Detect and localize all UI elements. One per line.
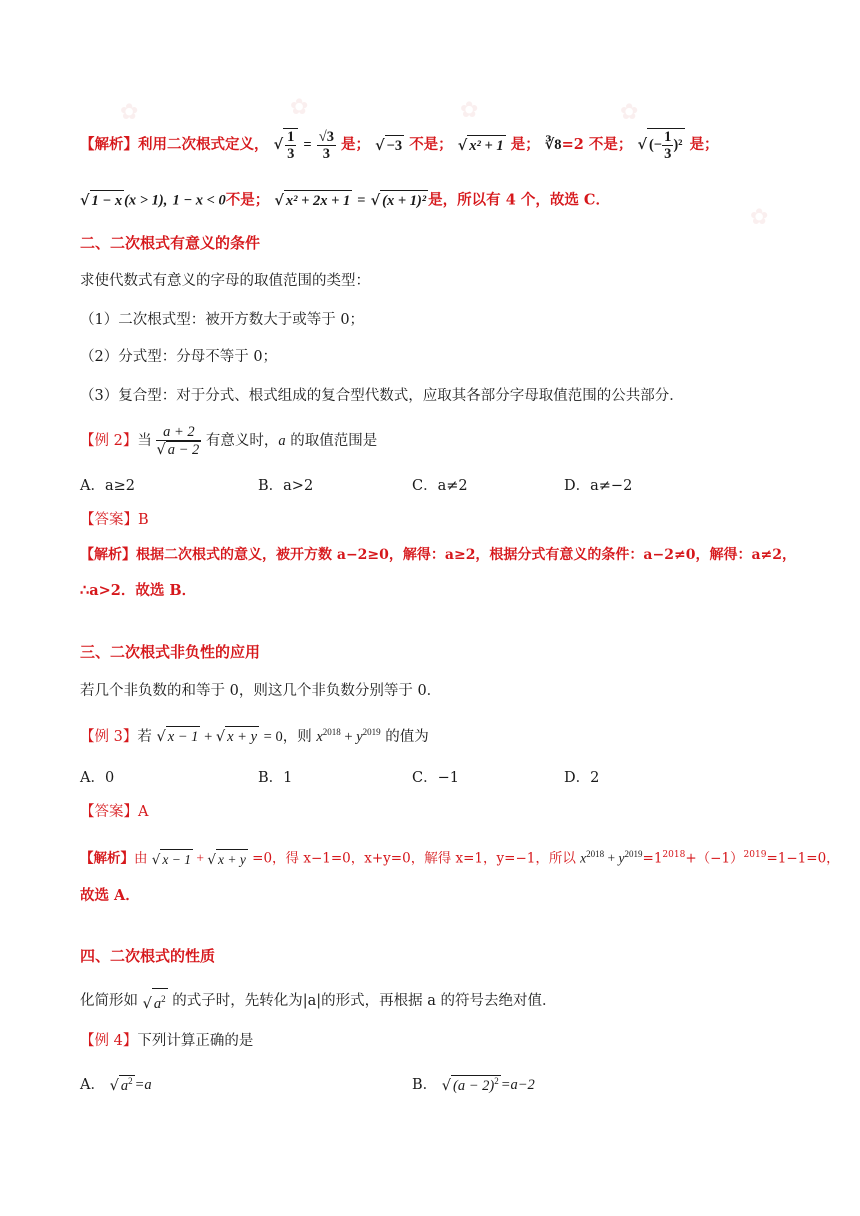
option-a[interactable] (80, 1073, 152, 1095)
math-sqrt: √ (− $\frac{1}{3}$ )² (637, 129, 683, 162)
text: 的式子时，先转化为|a|的形式，再根据 a 的符号去绝对值． (172, 992, 557, 1009)
den: 3 (664, 146, 672, 162)
t: (− (648, 136, 663, 153)
den: 3 (287, 146, 295, 162)
math-sqrt: √ 1 − x (80, 192, 123, 209)
radicand: x² + 2x + 1 (284, 190, 352, 211)
math-sqrt: √ x − 1 (152, 849, 193, 870)
math-cond: 1 − x < 0 (172, 192, 226, 209)
math-sqrt: √ x + y (216, 726, 259, 747)
option-label: A． (80, 1077, 105, 1093)
text: 化简形如 (80, 992, 138, 1009)
exp: 2018 (662, 850, 686, 860)
math-sqrt: √ −3 (375, 136, 403, 154)
op: + (340, 728, 357, 745)
math-sqrt-frac: √ $\frac{1}{3}$ (274, 128, 299, 162)
math-sqrt: √ $a^2$ (143, 988, 168, 1014)
option-b[interactable]: B．1 (258, 770, 293, 786)
text: +（−1） (685, 850, 744, 867)
exp: 2019 (624, 849, 643, 859)
text: 不是； (409, 136, 453, 153)
text: 是，所以有 4 个，故选 C． (428, 191, 610, 209)
var: a (153, 995, 162, 1012)
den: 3 (322, 145, 330, 162)
text: 不是； (225, 191, 270, 209)
explanation-tag: 【解析】 (80, 136, 138, 153)
option-d[interactable]: D．2 (564, 770, 600, 786)
math-frac: $\frac{a + 2}{√ a - 2}$ (156, 424, 200, 458)
section-title: 四、二次根式的性质 (80, 947, 216, 965)
option-d[interactable]: D．a≠−2 (564, 478, 633, 494)
radicand: x + y (216, 849, 248, 870)
text: ，则 (282, 728, 312, 745)
example-tag: 【例 3】 (80, 728, 138, 745)
radicand: (x + 1)² (380, 190, 428, 211)
answer: 【答案】A (80, 804, 149, 820)
exp: 2019 (743, 850, 767, 860)
exp: 2 (161, 994, 166, 1004)
block1-line2: √ 1 − x (x > 1), 1 − x < 0不是； √ x² + 2x + 1 = √ (x + 1)² 是，所以有 4 个，故选 C． (80, 191, 610, 209)
exp: 2018 (586, 849, 605, 859)
list-item: （1）二次根式型：被开方数大于或等于 0； (80, 312, 365, 328)
radicand: x − 1 (160, 849, 193, 870)
text: 不是； (588, 136, 633, 153)
list-item: （3）复合型：对于分式、根式组成的复合型代数式，应取其各部分字母取值范围的公共部分． (80, 388, 684, 404)
option-c[interactable]: C．−1 (412, 770, 459, 786)
text: =1−1=0， (766, 850, 840, 867)
num: √3 (318, 128, 334, 145)
text: 若 (137, 728, 152, 745)
math-cond: (x > 1), (124, 192, 168, 209)
section-title: 二、二次根式有意义的条件 (80, 234, 261, 252)
math-sqrt: √ (x + 1)² (370, 192, 427, 209)
option-c[interactable]: C．a≠2 (412, 478, 468, 494)
math-cbrt: ∛8 (544, 137, 562, 153)
text: 的值为 (385, 728, 429, 745)
op: + (193, 850, 208, 866)
radicand: −3 (385, 135, 405, 156)
math-sqrt: √ $a^2$ (109, 1076, 133, 1094)
option-b[interactable] (412, 1073, 535, 1095)
example-4 (80, 1031, 253, 1051)
var: y (618, 850, 625, 866)
section-title: 三、二次根式非负性的应用 (80, 643, 261, 661)
var: a (278, 433, 286, 449)
text: 当 (137, 433, 152, 449)
example-2 (80, 424, 377, 458)
den: a − 2 (167, 442, 200, 458)
explanation-line2: ∴a>2．故选 B． (80, 582, 197, 599)
watermark-mark: ✿ (120, 100, 139, 125)
watermark-mark: ✿ (750, 205, 769, 230)
math-sqrt: √ $(a - 2)^2$ (441, 1076, 499, 1094)
math-sqrt: √ x − 1 (156, 726, 200, 747)
t: )² (673, 136, 683, 153)
exp: 2 (494, 1076, 499, 1087)
option-b[interactable]: B．a>2 (258, 478, 314, 494)
explanation (80, 844, 840, 870)
op: + (604, 850, 619, 866)
paragraph: 求使代数式有意义的字母的取值范围的类型： (80, 273, 370, 289)
var: y (356, 728, 363, 745)
text: =a−2 (500, 1077, 535, 1093)
answer: 【答案】B (80, 512, 149, 528)
op: + (200, 728, 216, 745)
math-sqrt: √ x² + 2x + 1 (274, 192, 351, 209)
text: 下列计算正确的是 (137, 1033, 254, 1049)
radicand: x − 1 (166, 726, 201, 747)
text: 根据二次根式的意义，被开方数 a−2≥0，解得：a≥2，根据分式有意义的条件：a−2≠0，解得：a≠2， (136, 547, 796, 563)
text: 由 (134, 850, 148, 867)
example-3 (80, 722, 429, 747)
text: 的取值范围是 (290, 433, 378, 449)
radicand: 1 − x (90, 190, 125, 211)
text: 有意义时， (205, 433, 279, 449)
explanation-tag: 【解析】 (80, 547, 136, 563)
example-tag: 【例 4】 (80, 1033, 138, 1049)
explanation-tag: 【解析】 (80, 850, 134, 867)
option-a[interactable]: A．a≥2 (80, 478, 135, 494)
text: 是； (689, 136, 719, 153)
option-label: B． (412, 1077, 438, 1093)
radicand: (a − 2) (453, 1077, 495, 1094)
num: a + 2 (156, 424, 201, 441)
text: =0，得 x−1=0，x+y=0，解得 x=1，y=−1，所以 (252, 850, 576, 867)
list-item: （2）分式型：分母不等于 0； (80, 349, 278, 365)
exp: 2019 (362, 727, 381, 737)
var: x (316, 728, 323, 745)
math-sqrt: √ x² + 1 (457, 136, 504, 154)
example-tag: 【例 2】 (80, 433, 138, 449)
var: a (120, 1077, 129, 1094)
math-frac (317, 129, 336, 162)
math-sqrt: √ x + y (207, 849, 247, 870)
num: 1 (664, 129, 672, 145)
exp: 2 (128, 1076, 133, 1087)
exp: 2018 (322, 727, 341, 737)
watermark-mark: ✿ (290, 95, 309, 120)
block1-line1: 【解析】利用二次根式定义， √ $\frac{1}{3}$ = $\frac{√3}{3}$ 是； √ −3 不是； √ x² + 1 是； ∛8=2 不是； √ (− $\frac{1}{3}$ )² 是； (80, 128, 719, 162)
radicand: x + y (225, 726, 259, 747)
paragraph: 若几个非负数的和等于 0，则这几个非负数分别等于 0． (80, 683, 442, 699)
watermark-mark: ✿ (620, 100, 639, 125)
text: =a (134, 1077, 152, 1093)
var: x (580, 850, 587, 866)
radicand: x² + 1 (467, 135, 505, 156)
num: 1 (287, 129, 295, 145)
text: 是； (510, 136, 540, 153)
explanation-line2: 故选 A． (80, 887, 140, 904)
paragraph (80, 988, 557, 1014)
explanation (80, 545, 796, 565)
text: 是； (341, 136, 371, 153)
eq: = 0 (263, 728, 283, 745)
text: =1 (642, 850, 663, 867)
option-a[interactable]: A．0 (80, 770, 115, 786)
text: 利用二次根式定义， (138, 136, 269, 153)
watermark-mark: ✿ (460, 98, 479, 123)
text: =2 (561, 136, 584, 153)
